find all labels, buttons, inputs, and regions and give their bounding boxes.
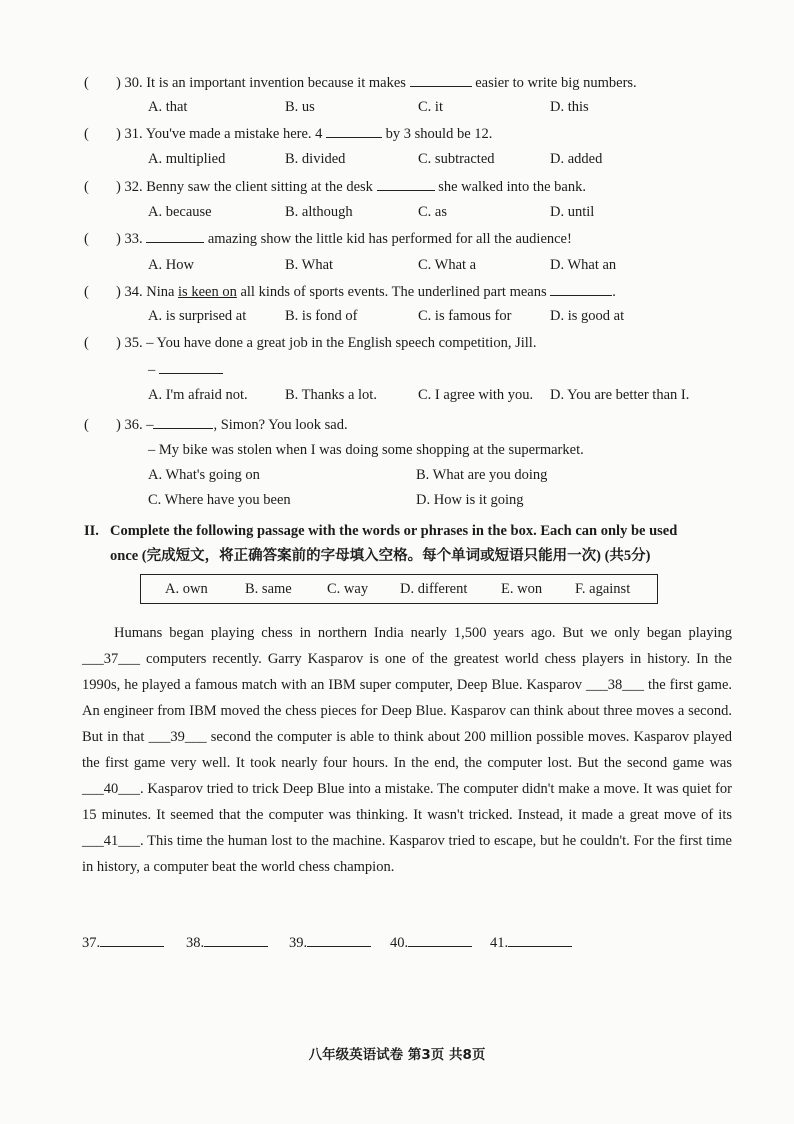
answer-blank[interactable]	[377, 178, 435, 191]
answer-paren[interactable]: (	[84, 284, 89, 300]
question-stem: ( ) 36. – , Simon? You look sad.	[84, 417, 348, 433]
answer-blank[interactable]	[307, 934, 371, 947]
question-stem: ( ) 35. – You have done a great job in the English speech competition, Jill.	[84, 335, 537, 351]
answer-blank[interactable]	[326, 125, 382, 138]
option-d[interactable]: D. added	[550, 151, 603, 167]
section-2-title: II. Complete the following passage with the words or phrases in the box. Each can only be used once (完成短文，将正确答案前的字母填入空格。每个单词或短语只能用一次) (共5分)	[84, 523, 678, 564]
blank-38[interactable]: ___38___	[586, 677, 644, 693]
option-a[interactable]: A. is surprised at	[148, 308, 247, 324]
answer-blank[interactable]	[146, 230, 204, 243]
option-c[interactable]: C. it	[418, 99, 443, 115]
blank-37[interactable]: ___37___	[82, 651, 140, 667]
option-b[interactable]: B. Thanks a lot.	[285, 387, 377, 403]
answer-blank[interactable]	[153, 416, 213, 429]
option-c[interactable]: C. What a	[418, 257, 477, 273]
answer-39: 39.	[289, 934, 371, 952]
question-stem: ( ) 34. Nina is keen on all kinds of sports events. The underlined part means .	[84, 284, 616, 300]
answer-38: 38.	[186, 934, 268, 952]
answer-40: 40.	[390, 934, 472, 952]
answer-blank[interactable]	[159, 361, 223, 374]
answer-paren[interactable]: (	[84, 417, 89, 433]
option-b[interactable]: B. What	[285, 257, 334, 273]
option-a[interactable]: A. I'm afraid not.	[148, 387, 248, 403]
question-stem: ( ) 31. You've made a mistake here. 4 by 3 should be 12.	[84, 126, 493, 142]
option-d[interactable]: D. is good at	[550, 308, 625, 324]
option-a[interactable]: A. What's going on	[148, 467, 260, 483]
word-option: B. same	[245, 581, 292, 597]
option-c[interactable]: C. Where have you been	[148, 492, 291, 508]
option-d[interactable]: D. this	[550, 99, 589, 115]
answer-37: 37.	[82, 934, 164, 952]
answer-blank[interactable]	[508, 934, 572, 947]
answer-41: 41.	[490, 934, 572, 952]
word-box	[140, 574, 658, 604]
answer-blank[interactable]	[100, 934, 164, 947]
word-option: E. won	[501, 581, 543, 597]
option-a[interactable]: A. multiplied	[148, 151, 226, 167]
reply-text: – My bike was stolen when I was doing some shopping at the supermarket.	[148, 442, 584, 458]
option-b[interactable]: B. is fond of	[285, 308, 358, 324]
blank-39[interactable]: ___39___	[148, 729, 207, 745]
answer-paren[interactable]: (	[84, 335, 89, 351]
question-stem: ( ) 32. Benny saw the client sitting at the desk she walked into the bank.	[84, 179, 586, 195]
answer-paren[interactable]: (	[84, 75, 89, 91]
answer-paren[interactable]: (	[84, 126, 89, 142]
option-a[interactable]: A. that	[148, 99, 188, 115]
option-c[interactable]: C. I agree with you.	[418, 387, 534, 403]
option-a[interactable]: A. How	[148, 257, 194, 273]
option-b[interactable]: B. us	[285, 99, 315, 115]
answer-paren[interactable]: (	[84, 231, 89, 247]
word-option: D. different	[400, 581, 468, 597]
word-option: C. way	[327, 581, 369, 597]
option-d[interactable]: D. How is it going	[416, 492, 524, 508]
option-a[interactable]: A. because	[148, 204, 212, 220]
option-b[interactable]: B. divided	[285, 151, 346, 167]
answer-blank[interactable]	[550, 283, 612, 296]
answer-blank[interactable]	[408, 934, 472, 947]
option-b[interactable]: B. What are you doing	[416, 467, 548, 483]
blank-41[interactable]: ___41___	[82, 833, 140, 849]
option-c[interactable]: C. is famous for	[418, 308, 512, 324]
word-option: A. own	[165, 581, 208, 597]
option-d[interactable]: D. until	[550, 204, 595, 220]
answer-blank[interactable]	[410, 74, 472, 87]
option-d[interactable]: D. What an	[550, 257, 617, 273]
option-c[interactable]: C. subtracted	[418, 151, 495, 167]
word-option: F. against	[575, 581, 631, 597]
question-stem: ( ) 33. amazing show the little kid has performed for all the audience!	[84, 231, 572, 247]
option-b[interactable]: B. although	[285, 204, 353, 220]
option-d[interactable]: D. You are better than I.	[550, 387, 690, 403]
underlined-phrase: is keen on	[178, 284, 237, 300]
reply-dash: –	[148, 361, 223, 379]
passage: Humans began playing chess in northern India nearly 1,500 years ago. But we only began playing ___37___ computers recently. Garry Kasparov is one of the greatest world chess players in history. In the 1990s, he played a famous match with an IBM super computer, Deep Blue. Kasparov ___38___ the first game. An engineer from IBM moved the chess pieces for Deep Blue. Kasparov can think about three moves a second. But in that ___39___ second the computer is able to think about 200 million possible moves. Kasparov played the first game very well. It took nearly four hours. In the end, the computer lost. But the second game was ___40___. Kasparov tried to trick Deep Blue into a mistake. The computer didn't make a move. It was quiet for 15 minutes. It seemed that the computer was thinking. It wasn't tricked. Instead, it made a great move of its ___41___. This time the human lost to the machine. Kasparov tried to escape, but he couldn't. For the first time in history, a computer beat the world chess champion.	[82, 625, 733, 875]
answer-paren[interactable]: (	[84, 179, 89, 195]
page-footer: 八年级英语试卷 第3页 共8页	[308, 1047, 486, 1063]
question-stem: ( ) 30. It is an important invention because it makes easier to write big numbers.	[84, 75, 637, 91]
answer-blank[interactable]	[204, 934, 268, 947]
blank-40[interactable]: ___40___	[82, 781, 140, 797]
option-c[interactable]: C. as	[418, 204, 447, 220]
